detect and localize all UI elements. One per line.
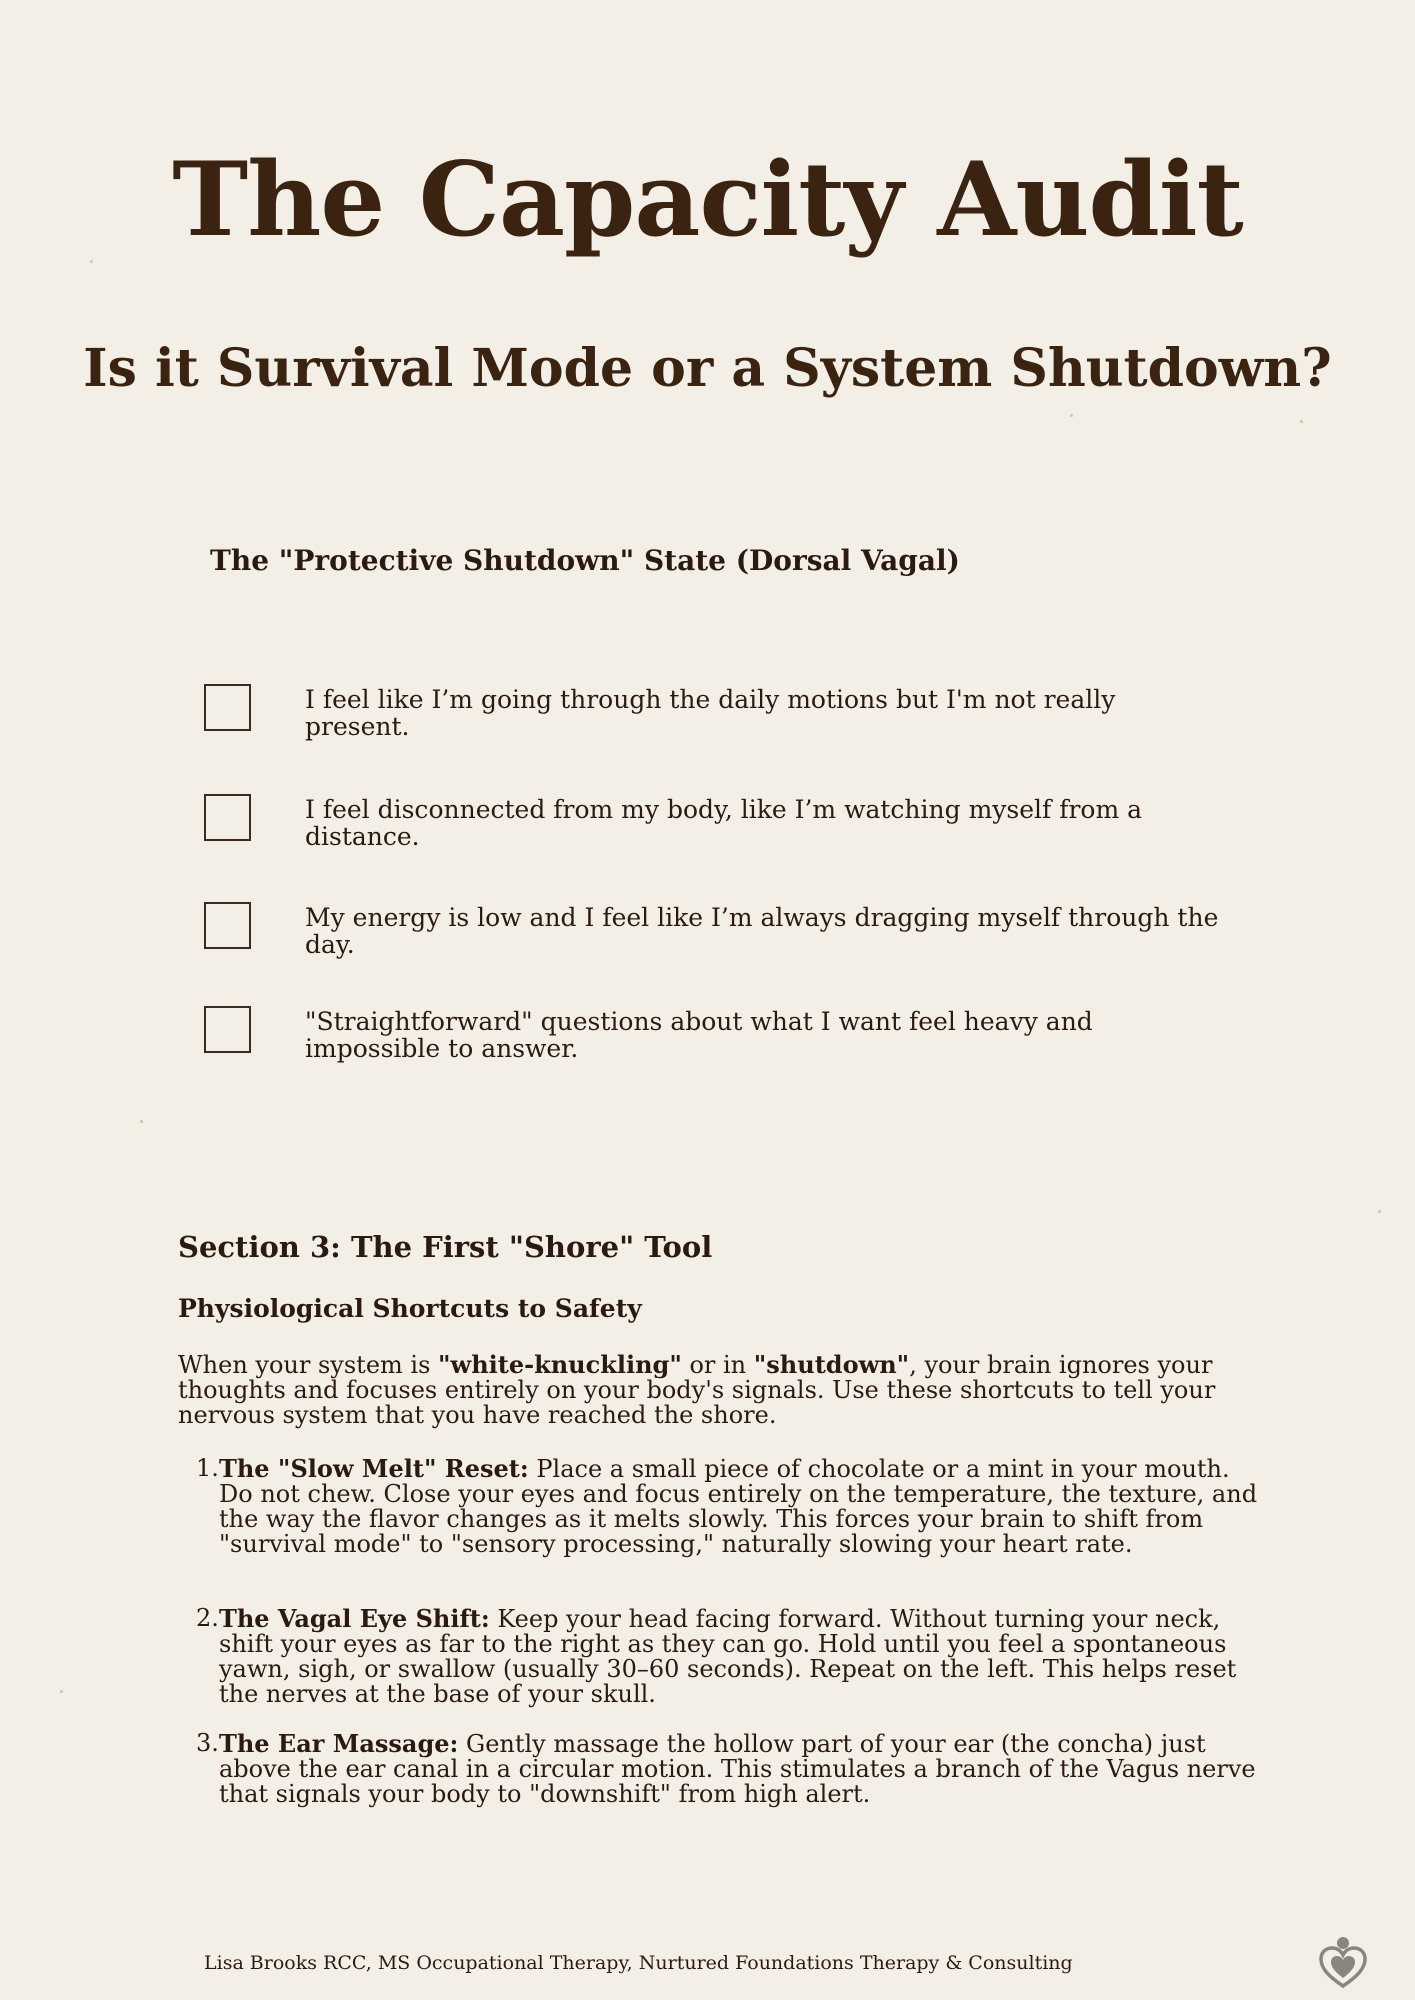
step-name: The Ear Massage: xyxy=(219,1729,459,1758)
paper-speck xyxy=(60,1690,63,1693)
paper-speck xyxy=(1378,1210,1381,1213)
intro-emphasis: "shutdown" xyxy=(753,1350,910,1379)
intro-text: or in xyxy=(681,1351,754,1379)
section-intro xyxy=(178,1352,1258,1428)
checkbox[interactable] xyxy=(204,684,251,731)
intro-emphasis: "white-knuckling" xyxy=(438,1350,682,1379)
checklist-item-text: I feel disconnected from my body, like I’m watching myself from a distance. xyxy=(305,795,1143,851)
checklist-item-text: "Straightforward" questions about what I want feel heavy and impossible to answer. xyxy=(305,1007,1093,1063)
step-number: 1. xyxy=(196,1454,219,1482)
section-title: Section 3: The First "Shore" Tool xyxy=(178,1230,713,1264)
checkbox[interactable] xyxy=(204,794,251,841)
step-text: Place a small piece of chocolate or a mint in your mouth. Do not chew. Close your eyes and focus entirely on the temperature, the texture, and the way the flavor changes as it melts slowly. This forces your brain to shift from "survival mode" to "sensory processing," naturally slowing your heart rate. xyxy=(219,1455,1258,1558)
heart-figure-logo-icon xyxy=(1318,1934,1368,1990)
footer-credit: Lisa Brooks RCC, MS Occupational Therapy, Nurtured Foundations Therapy & Consulting xyxy=(204,1952,1073,1974)
paper-speck xyxy=(1300,420,1303,423)
intro-text: When your system is xyxy=(178,1351,439,1379)
paper-speck xyxy=(140,1120,143,1123)
paper-speck xyxy=(1070,414,1073,417)
step-body xyxy=(219,1606,1269,1707)
checkbox[interactable] xyxy=(204,1006,251,1053)
step-body xyxy=(219,1456,1269,1557)
checklist-item-text: I feel like I’m going through the daily motions but I'm not really present. xyxy=(305,685,1116,741)
section-subtitle: Physiological Shortcuts to Safety xyxy=(178,1294,642,1323)
step-name: The "Slow Melt" Reset: xyxy=(219,1454,529,1483)
step-number: 3. xyxy=(196,1729,219,1757)
checklist-item-text: My energy is low and I feel like I’m always dragging myself through the day. xyxy=(305,903,1219,959)
step-body xyxy=(219,1731,1269,1807)
step-text: Gently massage the hollow part of your ear (the concha) just above the ear canal in a circular motion. This stimulates a branch of the Vagus nerve that signals your body to "downshift" from high alert. xyxy=(219,1730,1256,1808)
step-number: 2. xyxy=(196,1604,219,1632)
state-heading: The "Protective Shutdown" State (Dorsal Vagal) xyxy=(210,544,960,577)
page-title: The Capacity Audit xyxy=(172,140,1243,260)
paper-speck xyxy=(90,260,93,263)
checkbox[interactable] xyxy=(204,902,251,949)
step-name: The Vagal Eye Shift: xyxy=(219,1604,490,1633)
page-subtitle: Is it Survival Mode or a System Shutdown? xyxy=(83,338,1332,399)
step-text: Keep your head facing forward. Without turning your neck, shift your eyes as far to the right as they can go. Hold until you feel a spontaneous yawn, sigh, or swallow (usually 30–60 seconds). Repeat on the left. This helps reset the nerves at the base of your skull. xyxy=(219,1605,1237,1708)
intro-text: , your brain ignores your thoughts and focuses entirely on your body's signals. Use these shortcuts to tell your nervous system that you have reached the shore. xyxy=(178,1351,1216,1429)
